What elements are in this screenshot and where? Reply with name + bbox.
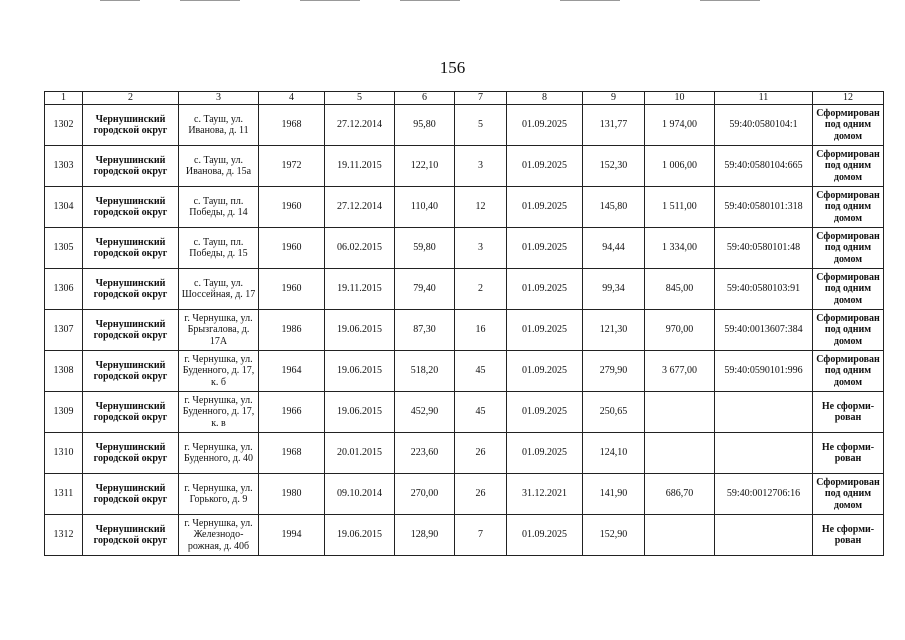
- date-cell: 19.06.2015: [325, 351, 395, 392]
- cadastral-number-cell: 59:40:0590101:996: [715, 351, 813, 392]
- table-row: [45, 515, 884, 556]
- land-status-cell: Сформирован под одним домом: [813, 351, 884, 392]
- municipality-cell: Чернушинский городской округ: [83, 515, 179, 556]
- cadastral-number-cell: [715, 433, 813, 474]
- header-cell: 11: [715, 92, 813, 105]
- row-number-cell: 1311: [45, 474, 83, 515]
- date-cell: 27.12.2014: [325, 105, 395, 146]
- municipality-cell: Чернушинский городской округ: [83, 433, 179, 474]
- municipality-cell: Чернушинский городской округ: [83, 105, 179, 146]
- land-status-cell: Не сформи-рован: [813, 515, 884, 556]
- address-cell: г. Чернушка, ул. Железнодо-рожная, д. 40б: [179, 515, 259, 556]
- row-number-cell: 1305: [45, 228, 83, 269]
- row-number-cell: 1302: [45, 105, 83, 146]
- header-cell: 5: [325, 92, 395, 105]
- land-area-cell: [645, 433, 715, 474]
- year-built-cell: 1986: [259, 310, 325, 351]
- area-cell: 87,30: [395, 310, 455, 351]
- area-cell: 223,60: [395, 433, 455, 474]
- municipality-cell: Чернушинский городской округ: [83, 351, 179, 392]
- deadline-cell: 01.09.2025: [507, 351, 583, 392]
- area-cell: 79,40: [395, 269, 455, 310]
- table-row: [45, 310, 884, 351]
- row-number-cell: 1304: [45, 187, 83, 228]
- residents-cell: 7: [455, 515, 507, 556]
- address-cell: с. Тауш, пл. Победы, д. 15: [179, 228, 259, 269]
- land-area-cell: [645, 515, 715, 556]
- header-cell: 2: [83, 92, 179, 105]
- year-built-cell: 1968: [259, 433, 325, 474]
- date-cell: 27.12.2014: [325, 187, 395, 228]
- header-cell: 1: [45, 92, 83, 105]
- year-built-cell: 1964: [259, 351, 325, 392]
- cadastral-number-cell: 59:40:0580101:318: [715, 187, 813, 228]
- municipality-cell: Чернушинский городской округ: [83, 474, 179, 515]
- land-status-cell: Сформирован под одним домом: [813, 474, 884, 515]
- land-area-cell: 845,00: [645, 269, 715, 310]
- year-built-cell: 1972: [259, 146, 325, 187]
- area-cell: 59,80: [395, 228, 455, 269]
- cadastral-number-cell: 59:40:0013607:384: [715, 310, 813, 351]
- table-row: [45, 351, 884, 392]
- year-built-cell: 1966: [259, 392, 325, 433]
- header-cell: 6: [395, 92, 455, 105]
- cadastral-number-cell: [715, 515, 813, 556]
- area-cell: 122,10: [395, 146, 455, 187]
- deadline-cell: 01.09.2025: [507, 187, 583, 228]
- land-status-cell: Сформирован под одним домом: [813, 269, 884, 310]
- residents-cell: 12: [455, 187, 507, 228]
- date-cell: 19.11.2015: [325, 269, 395, 310]
- address-cell: г. Чернушка, ул. Буденного, д. 17, к. в: [179, 392, 259, 433]
- residents-cell: 3: [455, 146, 507, 187]
- page-number: 156: [439, 58, 466, 77]
- address-cell: г. Чернушка, ул. Буденного, д. 40: [179, 433, 259, 474]
- date-cell: 19.06.2015: [325, 515, 395, 556]
- table-row: [45, 228, 884, 269]
- land-status-cell: Не сформи-рован: [813, 392, 884, 433]
- date-cell: 09.10.2014: [325, 474, 395, 515]
- residents-cell: 45: [455, 392, 507, 433]
- address-cell: г. Чернушка, ул. Брызгалова, д. 17А: [179, 310, 259, 351]
- cadastral-number-cell: [715, 392, 813, 433]
- land-area-cell: 970,00: [645, 310, 715, 351]
- cost-cell: 152,30: [583, 146, 645, 187]
- cost-cell: 279,90: [583, 351, 645, 392]
- land-status-cell: Сформирован под одним домом: [813, 228, 884, 269]
- date-cell: 19.06.2015: [325, 392, 395, 433]
- deadline-cell: 01.09.2025: [507, 146, 583, 187]
- header-cell: 10: [645, 92, 715, 105]
- area-cell: 128,90: [395, 515, 455, 556]
- address-cell: с. Тауш, ул. Шоссейная, д. 17: [179, 269, 259, 310]
- header-cell: 3: [179, 92, 259, 105]
- residents-cell: 3: [455, 228, 507, 269]
- residents-cell: 26: [455, 474, 507, 515]
- land-area-cell: 1 006,00: [645, 146, 715, 187]
- address-cell: г. Чернушка, ул. Буденного, д. 17, к. б: [179, 351, 259, 392]
- deadline-cell: 01.09.2025: [507, 105, 583, 146]
- municipality-cell: Чернушинский городской округ: [83, 392, 179, 433]
- deadline-cell: 01.09.2025: [507, 392, 583, 433]
- cadastral-number-cell: 59:40:0580101:48: [715, 228, 813, 269]
- land-area-cell: 1 511,00: [645, 187, 715, 228]
- table-row: [45, 187, 884, 228]
- municipality-cell: Чернушинский городской округ: [83, 187, 179, 228]
- row-number-cell: 1310: [45, 433, 83, 474]
- deadline-cell: 01.09.2025: [507, 433, 583, 474]
- row-number-cell: 1308: [45, 351, 83, 392]
- deadline-cell: 01.09.2025: [507, 515, 583, 556]
- area-cell: 95,80: [395, 105, 455, 146]
- table-row: [45, 433, 884, 474]
- address-cell: с. Тауш, ул. Иванова, д. 11: [179, 105, 259, 146]
- residents-cell: 45: [455, 351, 507, 392]
- date-cell: 19.11.2015: [325, 146, 395, 187]
- land-area-cell: 1 974,00: [645, 105, 715, 146]
- row-number-cell: 1307: [45, 310, 83, 351]
- area-cell: 518,20: [395, 351, 455, 392]
- cost-cell: 141,90: [583, 474, 645, 515]
- land-status-cell: Не сформи-рован: [813, 433, 884, 474]
- municipality-cell: Чернушинский городской округ: [83, 269, 179, 310]
- municipality-cell: Чернушинский городской округ: [83, 146, 179, 187]
- deadline-cell: 01.09.2025: [507, 310, 583, 351]
- cadastral-number-cell: 59:40:0580104:665: [715, 146, 813, 187]
- land-area-cell: 686,70: [645, 474, 715, 515]
- year-built-cell: 1960: [259, 269, 325, 310]
- cost-cell: 131,77: [583, 105, 645, 146]
- land-status-cell: Сформирован под одним домом: [813, 146, 884, 187]
- land-area-cell: 3 677,00: [645, 351, 715, 392]
- land-status-cell: Сформирован под одним домом: [813, 310, 884, 351]
- date-cell: 06.02.2015: [325, 228, 395, 269]
- date-cell: 19.06.2015: [325, 310, 395, 351]
- header-cell: 4: [259, 92, 325, 105]
- land-status-cell: Сформирован под одним домом: [813, 187, 884, 228]
- year-built-cell: 1968: [259, 105, 325, 146]
- header-cell: 12: [813, 92, 884, 105]
- land-area-cell: 1 334,00: [645, 228, 715, 269]
- residents-cell: 16: [455, 310, 507, 351]
- municipality-cell: Чернушинский городской округ: [83, 310, 179, 351]
- table-row: [45, 269, 884, 310]
- year-built-cell: 1980: [259, 474, 325, 515]
- cost-cell: 94,44: [583, 228, 645, 269]
- year-built-cell: 1960: [259, 187, 325, 228]
- table-row: [45, 392, 884, 433]
- residents-cell: 2: [455, 269, 507, 310]
- land-status-cell: Сформирован под одним домом: [813, 105, 884, 146]
- table-row: [45, 146, 884, 187]
- row-number-cell: 1309: [45, 392, 83, 433]
- land-area-cell: [645, 392, 715, 433]
- row-number-cell: 1303: [45, 146, 83, 187]
- housing-register-table: [44, 91, 884, 556]
- address-cell: г. Чернушка, ул. Горького, д. 9: [179, 474, 259, 515]
- column-number-row: [45, 92, 884, 105]
- cost-cell: 124,10: [583, 433, 645, 474]
- cadastral-number-cell: 59:40:0580103:91: [715, 269, 813, 310]
- table-row: [45, 105, 884, 146]
- cost-cell: 250,65: [583, 392, 645, 433]
- address-cell: с. Тауш, пл. Победы, д. 14: [179, 187, 259, 228]
- residents-cell: 5: [455, 105, 507, 146]
- date-cell: 20.01.2015: [325, 433, 395, 474]
- cost-cell: 145,80: [583, 187, 645, 228]
- cadastral-number-cell: 59:40:0580104:1: [715, 105, 813, 146]
- deadline-cell: 01.09.2025: [507, 269, 583, 310]
- cost-cell: 99,34: [583, 269, 645, 310]
- address-cell: с. Тауш, ул. Иванова, д. 15а: [179, 146, 259, 187]
- area-cell: 452,90: [395, 392, 455, 433]
- deadline-cell: 01.09.2025: [507, 228, 583, 269]
- cost-cell: 121,30: [583, 310, 645, 351]
- table-row: [45, 474, 884, 515]
- row-number-cell: 1306: [45, 269, 83, 310]
- header-cell: 9: [583, 92, 645, 105]
- municipality-cell: Чернушинский городской округ: [83, 228, 179, 269]
- cadastral-number-cell: 59:40:0012706:16: [715, 474, 813, 515]
- header-cell: 7: [455, 92, 507, 105]
- area-cell: 110,40: [395, 187, 455, 228]
- year-built-cell: 1994: [259, 515, 325, 556]
- cost-cell: 152,90: [583, 515, 645, 556]
- header-cell: 8: [507, 92, 583, 105]
- scan-top-marks: [0, 0, 905, 2]
- year-built-cell: 1960: [259, 228, 325, 269]
- residents-cell: 26: [455, 433, 507, 474]
- row-number-cell: 1312: [45, 515, 83, 556]
- deadline-cell: 31.12.2021: [507, 474, 583, 515]
- area-cell: 270,00: [395, 474, 455, 515]
